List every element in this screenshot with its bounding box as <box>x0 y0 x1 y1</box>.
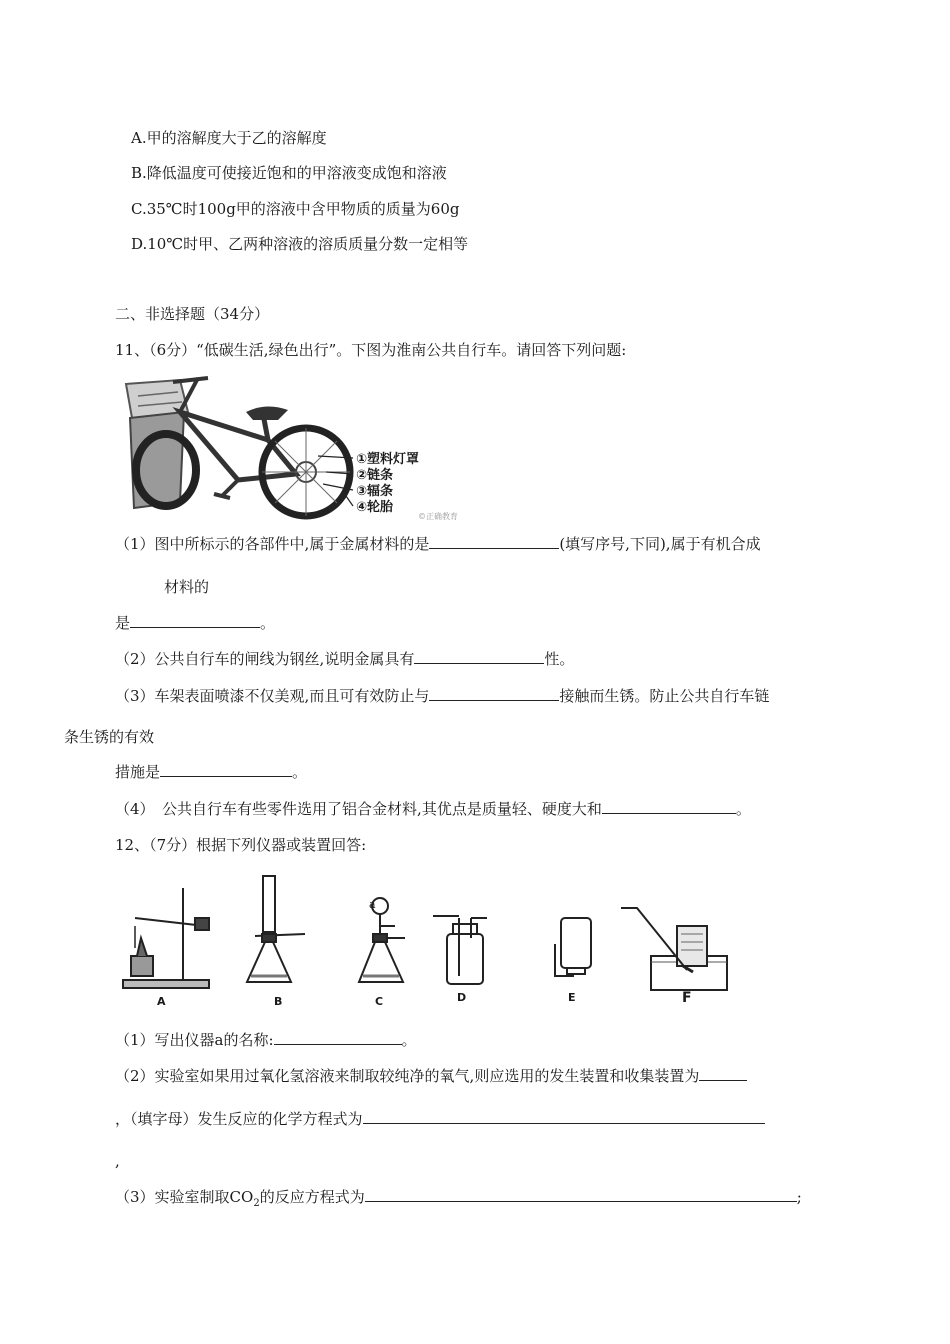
q11-part3-end: 措施是 。 <box>115 763 308 781</box>
label-e: E <box>568 991 576 1004</box>
answer-blank[interactable] <box>602 799 736 814</box>
section-title: 二、非选择题（34分） <box>115 305 270 323</box>
option-c: C.35℃时100g甲的溶液中含甲物质的质量为60g <box>131 200 460 218</box>
option-b: B.降低温度可使接近饱和的甲溶液变成饱和溶液 <box>131 164 447 182</box>
option-a: A.甲的溶解度大于乙的溶解度 <box>131 129 327 147</box>
answer-blank[interactable] <box>429 686 559 701</box>
q12-part1: （1）写出仪器a的名称: 。 <box>115 1031 417 1049</box>
label-b: B <box>274 995 283 1008</box>
q11-part4: （4） 公共自行车有些零件选用了铝合金材料,其优点是质量轻、硬度大和 。 <box>115 800 751 818</box>
answer-blank[interactable] <box>274 1030 402 1045</box>
q12-part3: （3）实验室制取$CO_2$的反应方程式为 ; <box>115 1188 802 1209</box>
q11-part1: （1）图中所标示的各部件中,属于金属材料的是 (填写序号,下同),属于有机合成 <box>115 535 761 553</box>
label-f: F <box>682 990 692 1006</box>
q12-stem: 12、（7分）根据下列仪器或装置回答: <box>115 836 367 854</box>
q11-part3: （3）车架表面喷漆不仅美观,而且可有效防止与 接触而生锈。防止公共自行车链 <box>115 687 770 705</box>
q11-part2: （2）公共自行车的闸线为钢丝,说明金属具有 性。 <box>115 650 575 668</box>
q12-part2: （2）实验室如果用过氧化氢溶液来制取较纯净的氧气,则应选用的发生装置和收集装置为 <box>115 1066 747 1086</box>
watermark: ©正确教育 <box>418 512 458 521</box>
answer-blank[interactable] <box>160 762 292 777</box>
option-d: D.10℃时甲、乙两种溶液的溶质质量分数一定相等 <box>131 235 469 253</box>
q11-part3-cont: 条生锈的有效 <box>64 728 155 746</box>
label-c: C <box>375 995 384 1008</box>
answer-blank[interactable] <box>414 649 544 664</box>
bicycle-figure <box>118 372 463 522</box>
label-a-mark: a <box>369 898 376 911</box>
q12-part2-comma: , <box>115 1152 120 1170</box>
apparatus-figure <box>115 868 735 1018</box>
answer-blank[interactable] <box>699 1066 747 1081</box>
answer-blank[interactable] <box>429 534 559 549</box>
bike-label-lampshade: ①塑料灯罩 <box>356 452 420 467</box>
q11-part1-cont: 材料的 <box>164 578 210 596</box>
label-a: A <box>157 995 166 1008</box>
answer-blank[interactable] <box>363 1109 765 1124</box>
q11-part1-end: 是 。 <box>115 614 276 632</box>
q12-part2-cont: ，（填字母）发生反应的化学方程式为 <box>115 1109 765 1129</box>
bike-label-tire: ④轮胎 <box>356 500 394 515</box>
bike-label-chain: ②链条 <box>356 468 394 483</box>
answer-blank[interactable] <box>130 613 260 628</box>
bike-label-spoke: ③辐条 <box>356 484 394 499</box>
q11-stem: 11、（6分）“低碳生活,绿色出行”。下图为淮南公共自行车。请回答下列问题: <box>115 341 627 359</box>
label-d: D <box>457 991 467 1004</box>
answer-blank[interactable] <box>365 1187 797 1202</box>
